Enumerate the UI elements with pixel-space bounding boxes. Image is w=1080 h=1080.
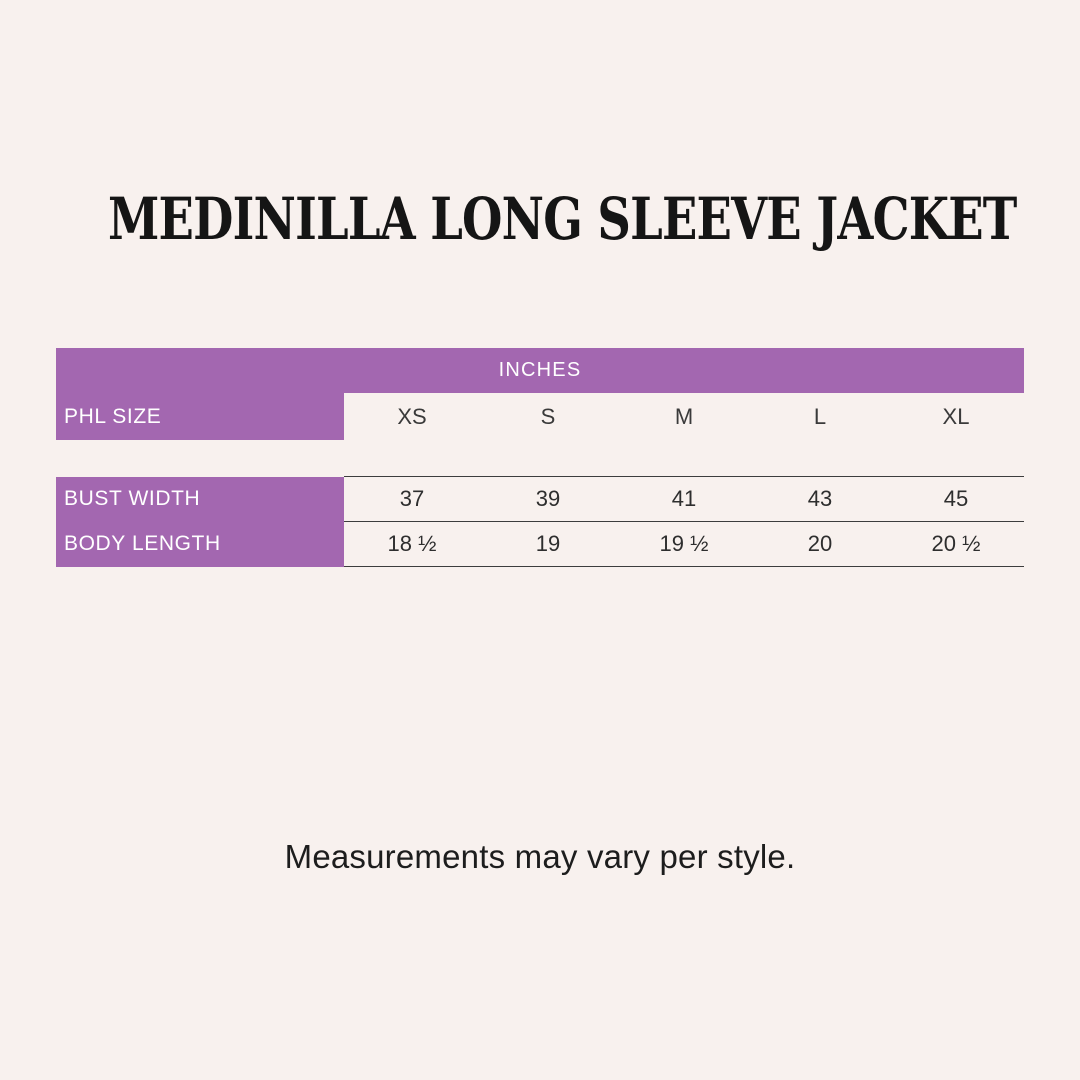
table-row: [56, 477, 1024, 522]
row-label-bust-width: BUST WIDTH: [56, 477, 344, 522]
cell-bust-width-xl: 45: [888, 477, 1024, 522]
page-title: MEDINILLA LONG SLEEVE JACKET: [108, 185, 1017, 253]
spacer-cell: [480, 440, 616, 477]
column-header-l: L: [752, 393, 888, 440]
spacer-cell: [344, 440, 480, 477]
cell-body-length-m: 19 ½: [616, 522, 752, 567]
spacer-cell: [752, 440, 888, 477]
spacer-cell: [888, 440, 1024, 477]
size-label-header: PHL SIZE: [56, 393, 344, 440]
table-row-unit: [56, 348, 1024, 393]
size-chart-table-wrapper: [56, 348, 1024, 567]
unit-header: INCHES: [56, 348, 1024, 393]
spacer-cell: [56, 440, 344, 477]
column-header-xs: XS: [344, 393, 480, 440]
size-chart-table: [56, 348, 1024, 567]
cell-body-length-xs: 18 ½: [344, 522, 480, 567]
cell-body-length-l: 20: [752, 522, 888, 567]
cell-bust-width-s: 39: [480, 477, 616, 522]
cell-body-length-s: 19: [480, 522, 616, 567]
table-row: [56, 522, 1024, 567]
column-header-m: M: [616, 393, 752, 440]
row-label-body-length: BODY LENGTH: [56, 522, 344, 567]
column-header-s: S: [480, 393, 616, 440]
cell-bust-width-xs: 37: [344, 477, 480, 522]
cell-bust-width-m: 41: [616, 477, 752, 522]
table-row-size-header: [56, 393, 1024, 440]
spacer-cell: [616, 440, 752, 477]
footnote-text: Measurements may vary per style.: [284, 838, 796, 875]
table-row-spacer: [56, 440, 1024, 477]
cell-body-length-xl: 20 ½: [888, 522, 1024, 567]
cell-bust-width-l: 43: [752, 477, 888, 522]
column-header-xl: XL: [888, 393, 1024, 440]
